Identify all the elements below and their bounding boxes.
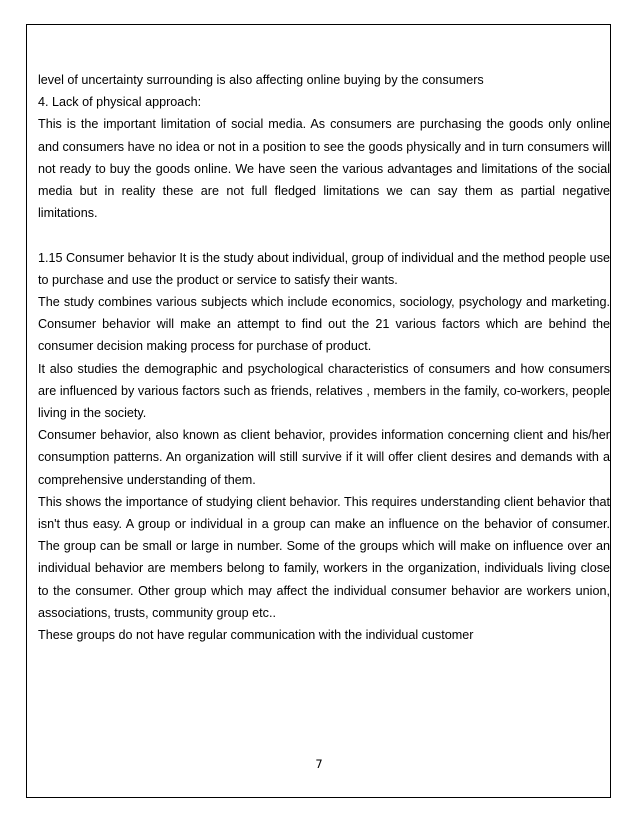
document-body — [38, 69, 610, 646]
paragraph-client-behavior: Consumer behavior, also known as client behavior, provides information concerning client and his/her consumption patterns. An organization will still survive if it will offer client desires and demands with a comprehensive understanding of them. — [38, 428, 610, 487]
paragraph-groups-communication: These groups do not have regular communication with the individual customer — [38, 628, 474, 643]
paragraph-importance-of-client-behavior: This shows the importance of studying client behavior. This requires understanding client behavior that isn't thus easy. A group or individual in a group can make an influence on the behavior of consumer. The group can be small or large in number. Some of the groups which will make on influence over an individual behavior are members belong to family, workers in the organization, individuals living close to the consumer. Other group which may affect the individual consumer behavior are workers union, associations, trusts, community group etc.. — [38, 494, 610, 620]
paragraph-spacer — [38, 224, 610, 246]
page-number: 7 — [315, 757, 323, 771]
paragraph-social-media-limitation: This is the important limitation of social media. As consumers are purchasing the goods only online and consumers have no idea or not in a position to see the goods physically and in turn consumers will not ready to buy the goods online. We have seen the various advantages and limitations of the social media but in reality these are not full fledged limitations we can say them as partial negative limitations. — [38, 117, 610, 221]
paragraph-consumer-behavior-definition: 1.15 Consumer behavior It is the study about individual, group of individual and the method people use to purchase and use the product or service to satisfy their wants. — [38, 250, 610, 287]
list-item-lack-of-physical-approach: 4. Lack of physical approach: — [38, 95, 202, 110]
paragraph-demographic-characteristics: It also studies the demographic and psychological characteristics of consumers and how consumers are influenced by various factors such as friends, relatives , members in the family, co-workers, people living in the society. — [38, 361, 610, 421]
paragraph-study-subjects: The study combines various subjects which include economics, sociology, psychology and marketing. Consumer behavior will make an attempt to find out the 21 various factors which are behind the consumer decision making process for purchase of product. — [38, 295, 610, 354]
paragraph-continuation: level of uncertainty surrounding is also affecting online buying by the consumers — [38, 73, 484, 87]
